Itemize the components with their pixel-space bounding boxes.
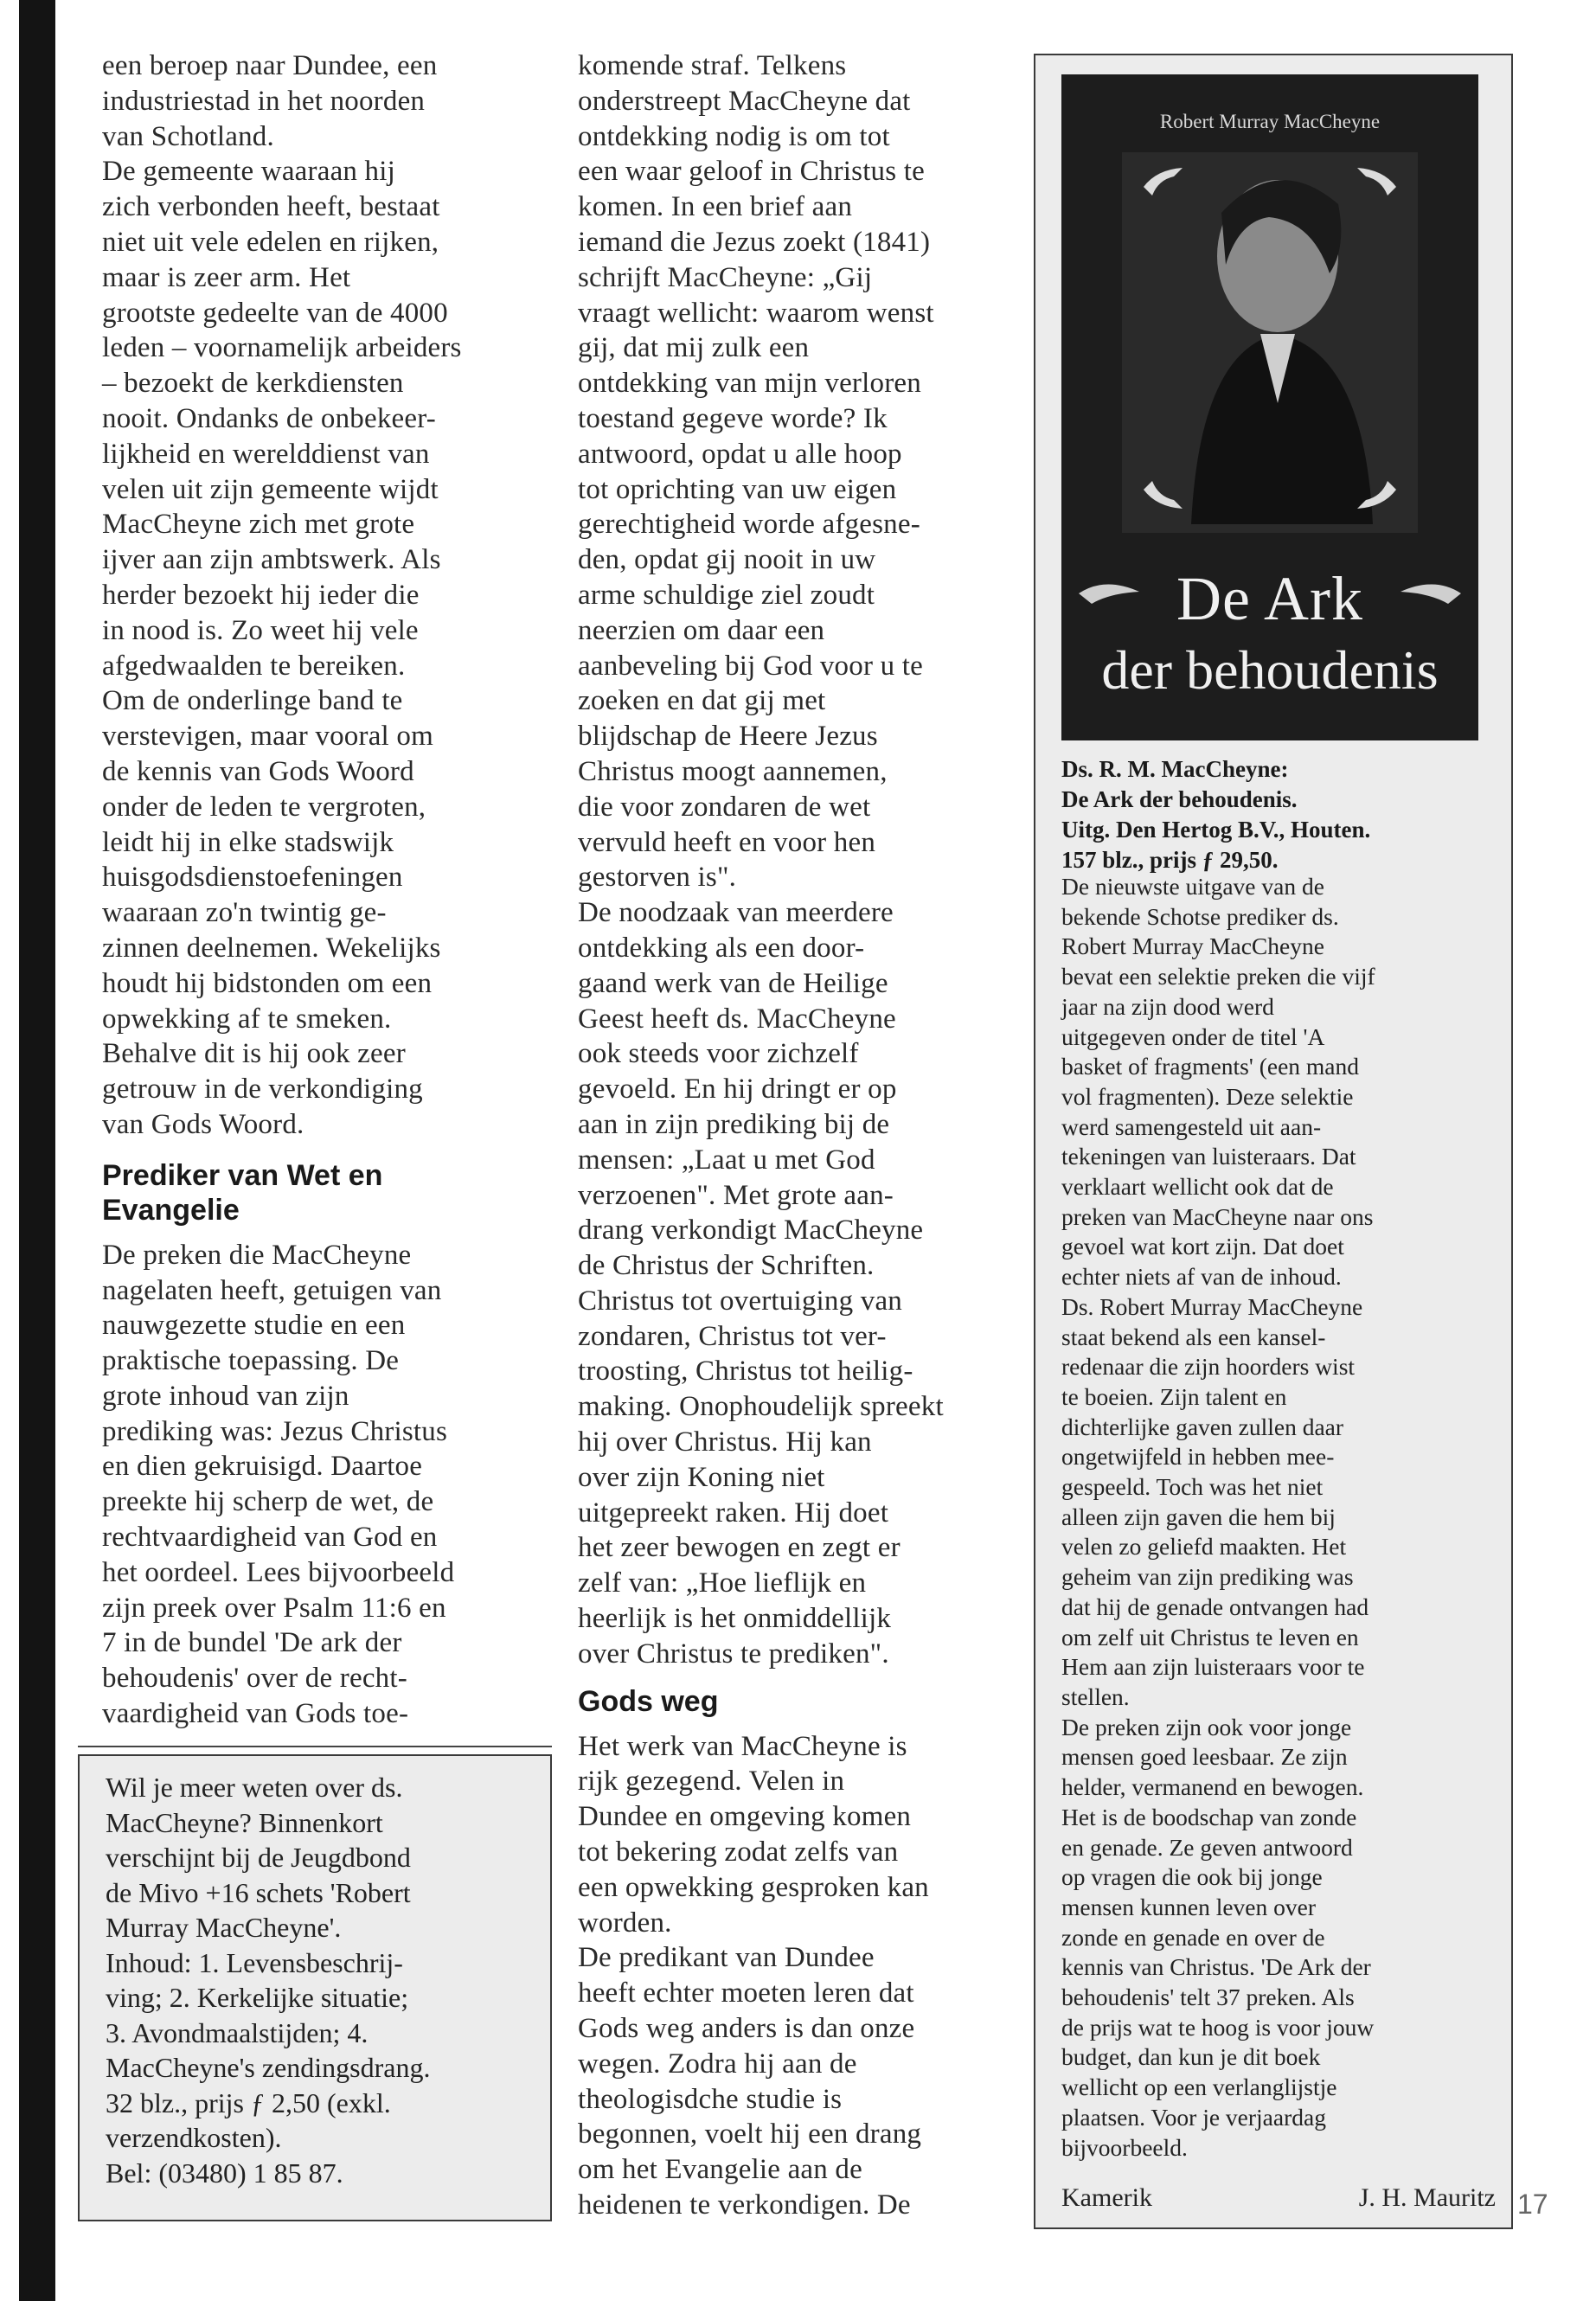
info-line: verschijnt bij de Jeugdbond [106,1842,411,1873]
text-line: toestand gegeve worde? Ik [578,402,888,434]
cover-author-name: Robert Murray MacCheyne [1159,111,1381,132]
review-line: verklaart wellicht ook dat de [1061,1173,1334,1201]
text-line: het zeer bewogen en zegt er [578,1532,901,1564]
text-line: gij, dat mij zulk een [578,332,810,364]
text-line: zelf van: „Hoe lieflijk en [578,1567,867,1599]
text-line: behoudenis' over de recht- [102,1663,407,1695]
review-line: De preken zijn ook voor jonge [1061,1713,1352,1740]
text-line: ontdekking nodig is om tot [578,120,890,152]
text-line: onder de leden te vergroten, [102,791,426,823]
text-line: preekte hij scherp de wet, de [102,1486,434,1518]
text-line: zoeken en dat gij met [578,685,826,717]
text-line: komende straf. Telkens [578,50,847,81]
review-line: stellen. [1061,1682,1130,1710]
text-line: theologisdche studie is [578,2083,843,2115]
text-line: grootste gedeelte van de 4000 [102,297,448,329]
review-detail-line: De Ark der behoudenis. [1061,786,1298,812]
text-line: getrouw in de verkondiging [102,1074,423,1106]
review-line: staat bekend als een kansel- [1061,1323,1326,1350]
text-line: velen uit zijn gemeente wijdt [102,473,439,505]
text-line: leden – voornamelijk arbeiders [102,332,462,364]
page-number: 17 [1517,2189,1548,2220]
text-line: over zijn Koning niet [578,1461,825,1493]
reviewer-name: J. H. Mauritz [1358,2183,1496,2212]
text-line: aanbeveling bij God voor u te [578,650,923,682]
text-line: worden. [578,1907,672,1939]
text-line: nooit. Ondanks de onbekeer- [102,402,436,434]
text-line: ontdekking van mijn verloren [578,368,921,400]
text-line: gestorven is". [578,862,737,894]
review-line: preken van MacCheyne naar ons [1061,1202,1374,1230]
review-detail-line: Ds. R. M. MacCheyne: [1061,756,1289,782]
info-line: MacCheyne's zendingsdrang. [106,2052,431,2083]
info-line: Bel: (03480) 1 85 87. [106,2157,343,2189]
text-line: van Schotland. [102,120,274,152]
info-line: verzendkosten). [106,2122,282,2153]
text-line: drang verkondigt MacCheyne [578,1215,924,1247]
heading-line-2: Evangelie [102,1193,240,1227]
info-line: Murray MacCheyne'. [106,1912,342,1943]
text-line: leidt hij in elke stadswijk [102,826,394,858]
page-edge-bar [19,0,55,2301]
text-line: gerechtigheid worde afgesne- [578,509,920,541]
text-line: rechtvaardigheid van God en [102,1522,438,1554]
text-line: heeft echter moeten leren dat [578,1977,914,2009]
cover-title-line-1: De Ark [1176,564,1363,633]
text-line: De preken die MacCheyne [102,1239,412,1271]
text-line: heerlijk is het onmiddellijk [578,1603,892,1635]
review-line: mensen goed leesbaar. Ze zijn [1061,1743,1348,1771]
review-line: tekeningen van luisteraars. Dat [1061,1143,1356,1170]
heading-line-1: Prediker van Wet en [102,1158,383,1192]
info-line: MacCheyne? Binnenkort [106,1806,383,1838]
text-line: vaardigheid van Gods toe- [102,1698,409,1730]
text-line: opwekking af te smeken. [102,1003,392,1035]
review-line: kennis van Christus. 'De Ark der [1061,1953,1371,1981]
text-line: lijkheid en werelddienst van [102,438,430,470]
review-detail-line: Uitg. Den Hertog B.V., Houten. [1061,817,1371,843]
text-line: een beroep naar Dundee, een [102,50,438,81]
article-column-2 [578,48,1010,2223]
column-2-text-bottom [578,1729,1010,2223]
text-line: antwoord, opdat u alle hoop [578,438,902,470]
review-line: zonde en genade en over de [1061,1923,1325,1951]
review-line: vol fragmenten). Deze selektie [1061,1082,1354,1110]
review-line: behoudenis' telt 37 preken. Als [1061,1984,1355,2011]
text-line: vraagt wellicht: waarom wenst [578,297,934,329]
review-line: Ds. Robert Murray MacCheyne [1061,1292,1363,1320]
text-line: gevoeld. En hij dringt er op [578,1074,897,1106]
text-line: een opwekking gesproken kan [578,1871,929,1903]
review-line: jaar na zijn dood werd [1061,992,1274,1020]
text-line: een waar geloof in Christus te [578,156,925,188]
review-book-details [1061,754,1494,875]
review-line: gevoel wat kort zijn. Dat doet [1061,1233,1344,1260]
column-divider-line [78,1746,552,1747]
text-line: over Christus te prediken". [578,1638,889,1670]
review-line: helder, vermanend en bewogen. [1061,1773,1364,1801]
review-line: op vragen die ook bij jonge [1061,1863,1323,1891]
text-line: die voor zondaren de wet [578,791,871,823]
text-line: De gemeente waaraan hij [102,156,395,188]
text-line: Het werk van MacCheyne is [578,1730,907,1762]
text-line: ook steeds voor zichzelf [578,1038,859,1070]
section-heading-gods-weg: Gods weg [578,1684,719,1718]
book-cover-image [1061,74,1478,740]
text-line: praktische toepassing. De [102,1345,400,1377]
text-line: niet uit vele edelen en rijken, [102,226,439,258]
text-line: iemand die Jezus zoekt (1841) [578,226,931,258]
review-line: echter niets af van de inhoud. [1061,1263,1342,1291]
text-line: maar is zeer arm. Het [102,261,351,293]
text-line: tot bekering zodat zelfs van [578,1836,899,1868]
review-body-text [1061,872,1494,2163]
text-line: de kennis van Gods Woord [102,755,414,787]
text-line: wegen. Zodra hij aan de [578,2048,857,2080]
text-line: arme schuldige ziel zoudt [578,579,875,611]
info-line: de Mivo +16 schets 'Robert [106,1876,411,1908]
text-line: zich verbonden heeft, bestaat [102,191,440,223]
text-line: onderstreept MacCheyne dat [578,85,911,117]
review-line: plaatsen. Voor je verjaardag [1061,2103,1326,2131]
text-line: Christus tot overtuiging van [578,1285,902,1317]
text-line: houdt hij bidstonden om een [102,967,433,999]
text-line: Dundee en omgeving komen [578,1801,912,1833]
review-line: velen zo geliefd maakten. Het [1061,1533,1347,1561]
text-line: De predikant van Dundee [578,1942,875,1974]
column-1-text-top [102,48,530,1143]
text-line: tot oprichting van uw eigen [578,473,897,505]
text-line: aan in zijn prediking bij de [578,1108,890,1140]
text-line: vervuld heeft en voor hen [578,826,876,858]
review-line: dat hij de genade ontvangen had [1061,1593,1369,1620]
text-line: rijk gezegend. Velen in [578,1766,845,1798]
review-line: Robert Murray MacCheyne [1061,933,1324,960]
review-line: en genade. Ze geven antwoord [1061,1833,1353,1861]
book-review-box [1034,54,1513,2229]
text-line: verstevigen, maar vooral om [102,721,433,753]
info-line: Wil je meer weten over ds. [106,1772,403,1803]
text-line: heidenen te verkondigen. De [578,2189,911,2221]
text-line: begonnen, voelt hij een drang [578,2118,922,2150]
text-line: waaraan zo'n twintig ge- [102,897,387,929]
text-line: gaand werk van de Heilige [578,967,888,999]
text-line: den, opdat gij nooit in uw [578,544,876,576]
text-line: blijdschap de Heere Jezus [578,721,878,753]
review-line: bekende Schotse prediker ds. [1061,902,1339,930]
info-line: ving; 2. Kerkelijke situatie; [106,1982,409,2013]
text-line: nauwgezette studie en een [102,1310,406,1342]
text-line: – bezoekt de kerkdiensten [102,368,404,400]
review-line: mensen kunnen leven over [1061,1893,1317,1920]
review-line: wellicht op een verlanglijstje [1061,2073,1337,2101]
review-line: Het is de boodschap van zonde [1061,1803,1357,1830]
text-line: Gods weg anders is dan onze [578,2013,915,2045]
text-line: Om de onderlinge band te [102,685,403,717]
review-line: Hem aan zijn luisteraars voor te [1061,1653,1365,1681]
cover-title-line-2: der behoudenis [1101,639,1439,701]
text-line: ijver aan zijn ambtswerk. Als [102,544,441,576]
text-line: zijn preek over Psalm 11:6 en [102,1592,446,1624]
text-line: making. Onophoudelijk spreekt [578,1391,944,1423]
review-line: te boeien. Zijn talent en [1061,1382,1287,1410]
text-line: Christus moogt aannemen, [578,755,888,787]
text-line: MacCheyne zich met grote [102,509,415,541]
review-place: Kamerik [1061,2183,1152,2212]
text-line: van Gods Woord. [102,1108,304,1140]
review-line: dichterlijke gaven zullen daar [1061,1413,1344,1440]
review-line: uitgegeven onder de titel 'A [1061,1022,1325,1050]
text-line: industriestad in het noorden [102,85,426,117]
review-line: basket of fragments' (een mand [1061,1053,1359,1080]
text-line: schrijft MacCheyne: „Gij [578,261,873,293]
text-line: herder bezoekt hij ieder die [102,579,420,611]
article-column-1 [102,48,530,1732]
review-line: alleen zijn gaven die hem bij [1061,1503,1336,1530]
text-line: komen. In een brief aan [578,191,853,223]
text-line: grote inhoud van zijn [102,1380,349,1412]
review-line: ongetwijfeld in hebben mee- [1061,1443,1335,1471]
column-2-text-top [578,48,1010,1672]
review-detail-line: 157 blz., prijs ƒ 29,50. [1061,847,1279,873]
text-line: zinnen deelnemen. Wekelijks [102,932,441,964]
review-line: werd samengesteld uit aan- [1061,1112,1322,1140]
review-line: gespeeld. Toch was het niet [1061,1473,1324,1501]
text-line: het oordeel. Lees bijvoorbeeld [102,1556,455,1588]
text-line: mensen: „Laat u met God [578,1144,875,1176]
text-line: de Christus der Schriften. [578,1250,875,1282]
text-line: om het Evangelie aan de [578,2154,862,2186]
text-line: hij over Christus. Hij kan [578,1426,872,1458]
review-line: de prijs wat te hoog is voor jouw [1061,2013,1375,2041]
info-box-jeugdbond [78,1754,552,2221]
text-line: ontdekking als een door- [578,932,865,964]
info-line: 32 blz., prijs ƒ 2,50 (exkl. [106,2086,391,2118]
review-line: redenaar die zijn hoorders wist [1061,1353,1356,1381]
text-line: en dien gekruisigd. Daartoe [102,1451,423,1483]
text-line: huisgodsdienstoefeningen [102,862,403,894]
text-line: Geest heeft ds. MacCheyne [578,1003,896,1035]
text-line: 7 in de bundel 'De ark der [102,1627,402,1659]
text-line: afgedwaalden te bereiken. [102,650,406,682]
info-box-text [106,1770,535,2190]
review-line: bijvoorbeeld. [1061,2133,1188,2161]
text-line: Behalve dit is hij ook zeer [102,1038,406,1070]
review-line: om zelf uit Christus te leven en [1061,1623,1359,1650]
column-1-text-bottom [102,1238,530,1732]
text-line: troosting, Christus tot heilig- [578,1356,913,1388]
text-line: in nood is. Zo weet hij vele [102,614,419,646]
text-line: nagelaten heeft, getuigen van [102,1274,442,1306]
text-line: verzoenen". Met grote aan- [578,1179,894,1211]
review-line: budget, dan kun je dit boek [1061,2043,1321,2071]
text-line: De noodzaak van meerdere [578,897,894,929]
section-heading-prediker [102,1158,530,1227]
review-line: De nieuwste uitgave van de [1061,873,1324,900]
text-line: uitgepreekt raken. Hij doet [578,1497,889,1529]
text-line: zondaren, Christus tot ver- [578,1320,887,1352]
review-line: bevat een selektie preken die vijf [1061,963,1375,990]
text-line: prediking was: Jezus Christus [102,1415,448,1447]
text-line: neerzien om daar een [578,614,825,646]
info-line: 3. Avondmaalstijden; 4. [106,2016,369,2048]
info-line: Inhoud: 1. Levensbeschrij- [106,1946,403,1978]
review-line: geheim van zijn prediking was [1061,1563,1354,1591]
